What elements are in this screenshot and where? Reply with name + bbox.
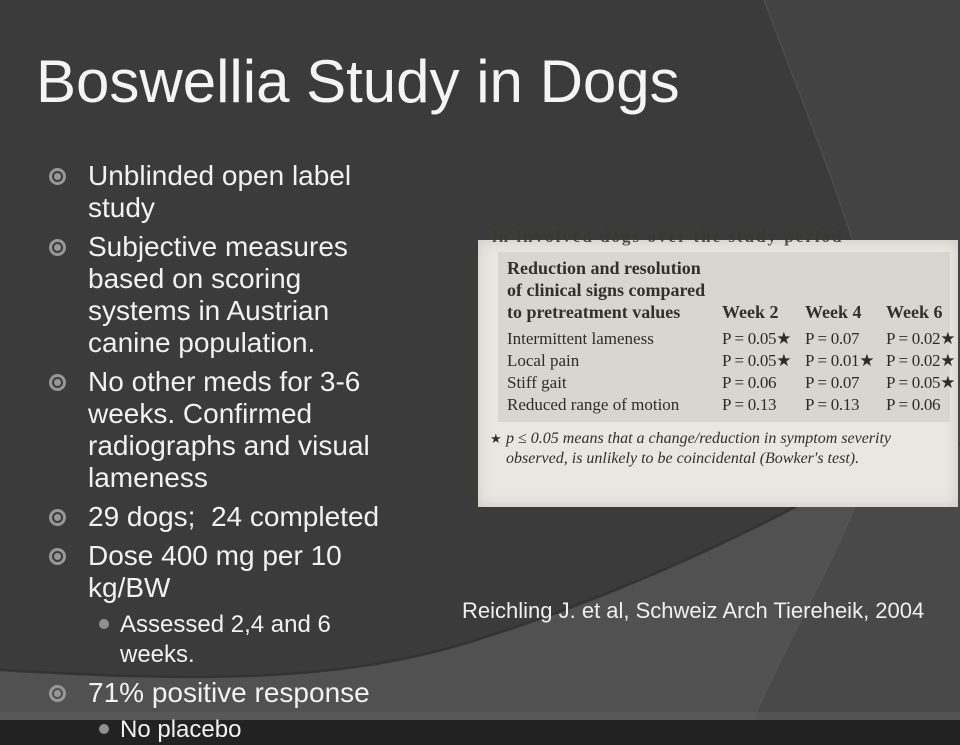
table-header: [507, 257, 705, 323]
table-cell: P = 0.13: [722, 395, 777, 414]
ring-bullet-icon: [49, 685, 66, 702]
column-header: Week 2: [722, 302, 779, 322]
dot-bullet-icon: [99, 619, 109, 629]
table-cell: P = 0.05★: [722, 351, 792, 370]
dot-bullet-icon: [99, 724, 109, 734]
slide-title: Boswellia Study in Dogs: [36, 48, 680, 115]
table-header-line: Reduction and resolution: [507, 258, 701, 278]
bullet-text: Dose 400 mg per 10 kg/BW: [88, 540, 350, 603]
ring-bullet-icon: [49, 548, 66, 565]
list-item: [40, 540, 406, 604]
table-cell: P = 0.07: [805, 329, 860, 348]
table-cell: P = 0.05★: [722, 329, 792, 348]
footnote-star-icon: ★: [490, 431, 502, 446]
table-cell: P = 0.05★: [886, 373, 956, 392]
table-shaded-block: [498, 252, 956, 422]
table-row-label: Reduced range of motion: [507, 395, 680, 414]
table-cell: P = 0.02★: [886, 329, 956, 348]
list-item: [40, 501, 406, 533]
table-cell: P = 0.02★: [886, 351, 956, 370]
bullet-text: No placebo: [120, 716, 242, 743]
bullet-text: Subjective measures based on scoring systems in Austrian canine population.: [88, 231, 356, 358]
table-cell: P = 0.06: [886, 395, 941, 414]
bullet-text: Unblinded open label study: [88, 160, 359, 223]
scanned-table-image: [478, 227, 958, 507]
sub-list-item: [40, 610, 406, 670]
table-footnote: [490, 429, 944, 469]
column-header: Week 6: [886, 302, 943, 322]
ring-bullet-icon: [49, 374, 66, 391]
table-row-label: Intermittent lameness: [507, 329, 654, 348]
table-header-line: to pretreatment values: [507, 302, 681, 322]
table-cell: P = 0.01★: [805, 351, 875, 370]
footnote-text: p ≤ 0.05 means that a change/reduction in symptom severity observed, is unlikely to be coincidental (Bowker's test).: [506, 430, 892, 467]
table-row-label: Local pain: [507, 351, 580, 370]
bullet-text: 71% positive response: [88, 677, 370, 708]
table-row-label: Stiff gait: [507, 373, 567, 392]
ring-bullet-icon: [49, 168, 66, 185]
table-cell: P = 0.13: [805, 395, 860, 414]
table-cell: P = 0.06: [722, 373, 777, 392]
list-item: [40, 231, 406, 359]
ring-bullet-icon: [49, 509, 66, 526]
list-item: [40, 677, 406, 709]
citation: Reichling J. et al, Schweiz Arch Tiereheik, 2004: [462, 598, 925, 623]
ring-bullet-icon: [49, 239, 66, 256]
bullet-list: [40, 160, 406, 745]
table-cell: P = 0.07: [805, 373, 860, 392]
bullet-text: Assessed 2,4 and 6 weeks.: [120, 611, 338, 668]
list-item: [40, 366, 406, 494]
table-header-line: of clinical signs compared: [507, 280, 706, 300]
sub-list-item: [40, 715, 406, 745]
list-item: [40, 160, 406, 224]
column-header: Week 4: [805, 302, 862, 322]
cropped-text-line: in involved dogs over the study period: [492, 227, 844, 246]
bullet-text: No other meds for 3-6 weeks. Confirmed radiographs and visual lameness: [88, 366, 378, 493]
bullet-text: 29 dogs; 24 completed: [88, 501, 380, 532]
